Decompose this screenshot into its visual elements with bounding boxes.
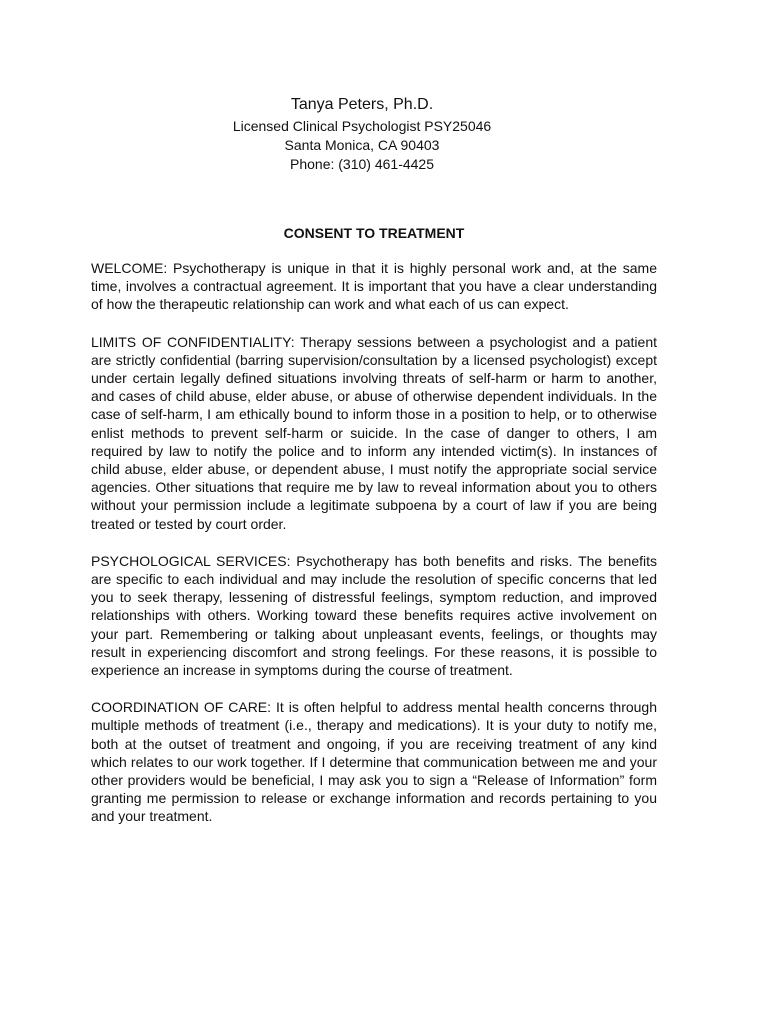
- confidentiality-text: Therapy sessions between a psychologist and a patient are strictly confidential (barring supervision/consultation by a licensed psychologist) except under certain legally defined situations involving threats of self-harm or harm to another, and cases of child abuse, elder abuse, or abuse of otherwise dependent individuals. In the case of self-harm, I am ethically bound to inform those in a position to help, or to otherwise enlist methods to prevent self-harm or suicide. In the case of danger to others, I am required by law to notify the police and to inform any intended victim(s). In instances of child abuse, elder abuse, or dependent abuse, I must notify the appropriate social service agencies. Other situations that require me by law to reveal information about you to others without your permission include a legitimate subpoena by a court of law if you are being treated or tested by court order.: [91, 333, 657, 532]
- document-title: CONSENT TO TREATMENT: [283, 225, 465, 241]
- confidentiality-heading: LIMITS OF CONFIDENTIALITY:: [91, 333, 295, 350]
- location-line: Santa Monica, CA 90403: [284, 137, 440, 153]
- coordination-paragraph: [91, 698, 657, 825]
- coordination-heading: COORDINATION OF CARE:: [91, 699, 272, 716]
- services-text: Psychotherapy has both benefits and risks. The benefits are specific to each individual and may include the resolution of specific concerns that led you to seek therapy, lessening of distressful feelings, symptom reduction, and improved relationships with others. Working toward these benefits requires active involvement on your part. Remembering or talking about unpleasant events, feelings, or thoughts may result in experiencing discomfort and strong feelings. For these reasons, it is possible to experience an increase in symptoms during the course of treatment.: [91, 552, 657, 679]
- letterhead: [0, 93, 724, 174]
- welcome-paragraph: [91, 259, 657, 314]
- welcome-heading: WELCOME:: [91, 260, 168, 276]
- license-line: Licensed Clinical Psychologist PSY25046: [232, 118, 492, 134]
- welcome-text: Psychotherapy is unique in that it is highly personal work and, at the same time, involves a contractual agreement. It is important that you have a clear understanding of how the therapeutic relationship can work and what each of us can expect.: [91, 260, 657, 313]
- author-name: Tanya Peters, Ph.D.: [290, 96, 434, 113]
- phone-line: Phone: (310) 461-4425: [290, 156, 434, 172]
- coordination-text: It is often helpful to address mental health concerns through multiple methods of treatment (i.e., therapy and medications). It is your duty to notify me, both at the outset of treatment and ongoing, if you are receiving treatment of any kind which relates to our work together. If I determine that communication between me and your other providers would be beneficial, I may ask you to sign a “Release of Information” form granting me permission to release or exchange information and records pertaining to you and your treatment.: [91, 699, 658, 825]
- document-body: [91, 259, 657, 845]
- services-paragraph: [91, 552, 657, 679]
- confidentiality-paragraph: [91, 333, 657, 533]
- services-heading: PSYCHOLOGICAL SERVICES:: [91, 552, 291, 569]
